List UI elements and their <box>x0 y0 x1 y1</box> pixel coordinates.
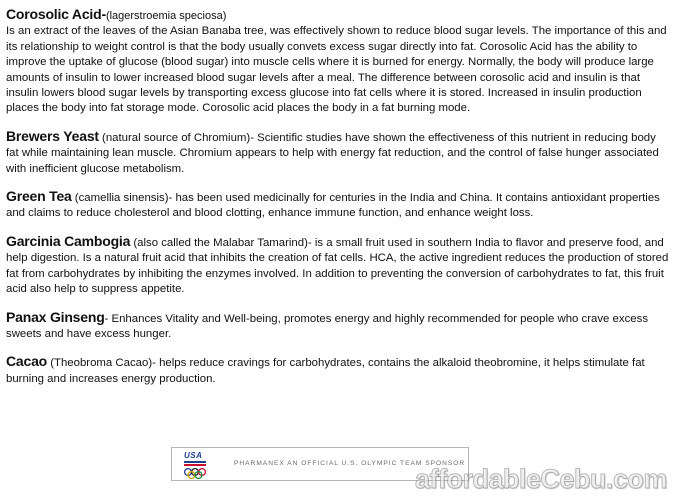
document-body <box>6 7 670 387</box>
section-text: - has been used medicinally for centuries in the India and China. It contains antioxidant properties and claims to reduce cholesterol and blood clotting, enhance immune function, and enhance weight loss. <box>6 192 660 220</box>
term-heading: Garcinia Cambogia <box>6 232 131 249</box>
term-aside: (Theobroma Cacao) <box>47 357 153 370</box>
watermark-text: affordableCebu.com <box>414 464 667 494</box>
section-text: - Enhances Vitality and Well-being, promotes energy and highly recommended for people who crave excess sweets and have excess hunger. <box>6 312 649 340</box>
section-cacao <box>6 354 670 387</box>
section-text: Is an extract of the leaves of the Asian Banaba tree, was effectively shown to reduce blood sugar levels. The importance of this and its relationship to weight control is that the body usually convets excess sugar directly into fat. Corosolic Acid has the ability to improve the uptake of glucose (blood sugar) into muscle cells where it is burned for energy. Normally, the body will produce large amounts of insulin to lower increased blood sugar levels after a meal. The difference between corosolic acid and insulin is that insulin lowers blood sugar levels by transporting excess glucose into fat cells where it is stored. Increased in insulin production places the body into fat storage mode. Corosolic acid places the body in a fat burning mode. <box>6 25 667 115</box>
term-aside: (also called the Malabar Tamarind) <box>130 236 308 249</box>
section-brewers-yeast <box>6 129 670 177</box>
term-aside: (camellia sinensis) <box>71 192 169 205</box>
section-corosolic-acid <box>6 7 670 117</box>
section-text: - helps reduce cravings for carbohydrates, contains the alkaloid theobromine, it helps stimulate fat burning and increases energy production. <box>6 357 645 385</box>
section-garcinia-cambogia <box>6 234 670 298</box>
term-heading: Brewers Yeast <box>6 127 99 144</box>
term-heading: Green Tea <box>6 188 72 205</box>
section-green-tea <box>6 189 670 222</box>
term-heading: Cacao <box>6 353 48 370</box>
usa-olympic-logo <box>180 451 220 479</box>
term-aside: (lagerstroemia speciosa) <box>105 10 227 22</box>
olympic-rings-icon <box>180 451 220 479</box>
term-heading: Panax Ginseng <box>6 308 105 325</box>
term-heading: Corosolic Acid- <box>6 6 106 22</box>
section-text: - Scientific studies have shown the effectiveness of this nutrient in reducing body fat while maintaining lean muscle. Chromium appears to help with energy fat reduction, and the control of false hunger associated with inefficient glucose metabolism. <box>6 131 659 175</box>
term-aside: (natural source of Chromium) <box>98 131 251 144</box>
section-text: - is a small fruit used in southern India to flavor and preserve food, and help digestion. Is a natural fruit acid that inhibits the creation of fat cells. HCA, the active ingredient reduces the production of stored fat from carbohydrates by inhibiting the enzymes involved. In addition to preventing the conversion of carbohydrates to fat, this fruit acid also help to suppress appetite. <box>6 236 669 296</box>
usa-logo-text: USA <box>184 451 203 460</box>
section-panax-ginseng <box>6 310 670 343</box>
sponsor-text: PHARMANEX AN OFFICIAL U.S. OLYMPIC TEAM SPONSOR <box>234 460 466 467</box>
